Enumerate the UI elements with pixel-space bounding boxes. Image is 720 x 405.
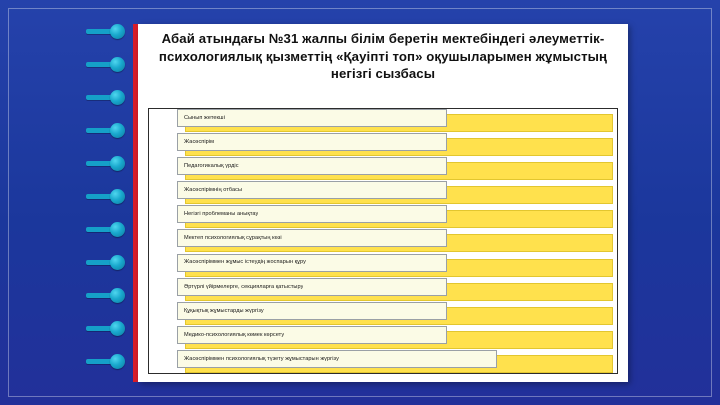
flow-row-label: Мектеп психологиялық сұрақтың көзі xyxy=(184,235,282,242)
flow-row-label: Негізгі проблеманы анықтау xyxy=(184,211,259,218)
spiral-ring-icon xyxy=(86,123,132,138)
flow-row-card xyxy=(177,205,447,223)
spiral-ring-icon xyxy=(86,24,132,39)
spiral-ring-icon xyxy=(86,255,132,270)
flow-row-label: Сынып жетекші xyxy=(184,114,225,121)
flow-row-card xyxy=(177,326,447,344)
page-title: Абай атындағы №31 жалпы білім беретін мектебіндегі әлеуметтік-психологиялық қызметтің «Қауіпті топ» оқушыларымен жұмыстың негізгі сызбасы xyxy=(158,31,608,82)
flow-row xyxy=(149,133,617,157)
flow-row-label: Әртүрлі үйірмелерге, секцияларға қатыстыру xyxy=(184,283,304,290)
spiral-ring-icon xyxy=(86,156,132,171)
flow-row-label: Жасөспірімнің отбасы xyxy=(184,187,243,194)
spiral-ring-icon xyxy=(86,288,132,303)
flow-row xyxy=(149,229,617,253)
flow-row-label: Құқықтық жұмыстарды жүргізу xyxy=(184,307,264,314)
flow-row-card xyxy=(177,133,447,151)
flow-row-card xyxy=(177,109,447,127)
flow-row-card xyxy=(177,278,447,296)
spiral-ring-icon xyxy=(86,321,132,336)
flow-row-card xyxy=(177,254,447,272)
flow-row-card xyxy=(177,181,447,199)
flow-row-card xyxy=(177,302,447,320)
flow-row xyxy=(149,205,617,229)
flow-row xyxy=(149,254,617,278)
process-flow-chart xyxy=(148,108,618,374)
spiral-ring-icon xyxy=(86,90,132,105)
spiral-ring-icon xyxy=(86,222,132,237)
flow-row-label: Жасөспірім xyxy=(184,139,215,146)
flow-row xyxy=(149,326,617,350)
flow-row-label: Жасөспіріммен жұмыс істеудің жоспарын құру xyxy=(184,259,306,266)
slide-page xyxy=(138,24,628,382)
flow-row-label: Жасөспіріммен психологиялық түзету жұмыстарын жүргізу xyxy=(184,355,339,362)
flow-row xyxy=(149,181,617,205)
flow-row-card xyxy=(177,157,447,175)
spiral-ring-icon xyxy=(86,354,132,369)
flow-row xyxy=(149,302,617,326)
flow-row xyxy=(149,278,617,302)
spiral-ring-icon xyxy=(86,57,132,72)
spiral-binding xyxy=(86,24,132,382)
page-bottom-margin xyxy=(138,374,628,382)
spiral-ring-icon xyxy=(86,189,132,204)
flow-row xyxy=(149,350,617,374)
flow-row-card xyxy=(177,229,447,247)
flow-row-label: Медико-психологиялық көмек көрсету xyxy=(184,331,285,338)
flow-row-card xyxy=(177,350,497,368)
flow-row xyxy=(149,157,617,181)
flow-row xyxy=(149,109,617,133)
flow-row-label: Педагогикалық үрдіс xyxy=(184,163,239,170)
